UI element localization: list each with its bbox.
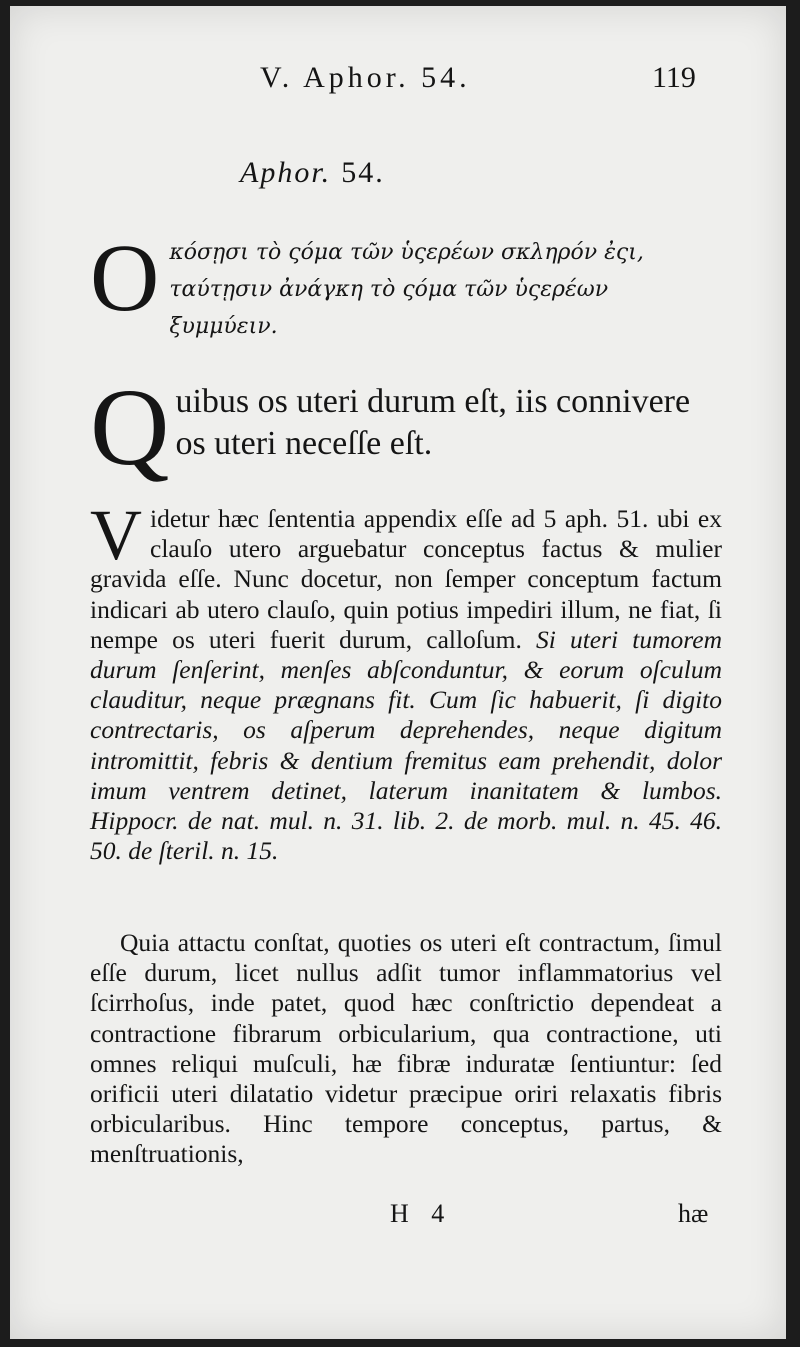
commentary-paragraph-2 (90, 928, 722, 1170)
catchword: hæ (678, 1199, 709, 1228)
greek-aphorism (90, 224, 720, 345)
running-title: V. Aphor. 54. (260, 61, 471, 94)
book-page (10, 6, 786, 1339)
commentary-drop-cap: V (90, 495, 142, 575)
aphorism-label: Aphor. (240, 156, 332, 189)
aphorism-heading (240, 156, 385, 190)
signature-mark: H 4 (390, 1199, 453, 1228)
latin-aphorism (90, 366, 720, 488)
aphorism-number: 54. (341, 156, 385, 189)
commentary-text: idetur hæc ſententia appendix eſſe ad 5 aph. 51. ubi ex clauſo utero arguebatur conceptus factus & mulier gravida eſſe. Nunc docetur, non ſemper conceptum factum indicari ab utero clauſo, quin potius impediri illum, ne fiat, ſi nempe os uteri fuerit durum, calloſum. (90, 504, 722, 654)
page-header (10, 61, 786, 101)
greek-text: κόσῃσι τὸ ςόμα τῶν ὑςερέων σκληρόν ἐςι, ταύτῃσιν ἀνάγκη τὸ ςόμα τῶν ὑςερέων ξυμμύειν. (169, 240, 644, 339)
latin-drop-cap: Q (90, 366, 170, 488)
hippocrates-quotation: Si uteri tumorem durum ſenſerint, menſes abſconduntur, & eorum oſculum clauditur, neque prægnans fit. Cum ſic habuerit, ſi digito contrectaris, os aſperum deprehendes, neque digitum intromittit, febris & dentium fremitus eam prehendit, dolor imum ventrem detinet, laterum inanitatem & lumbos. Hippocr. de nat. mul. n. 31. lib. 2. de morb. mul. n. 45. 46. 50. de ſteril. n. 15. (90, 624, 722, 866)
greek-drop-cap: O (90, 224, 160, 331)
latin-text: uibus os uteri durum eſt, iis connivere os uteri neceſſe eſt. (175, 383, 691, 462)
paragraph-2-text: Quia attactu conſtat, quoties os uteri eſt contractum, ſimul eſſe durum, licet nullus adſit tumor inflammatorius vel ſcirrhoſus, inde patet, quod hæc conſtrictio dependeat a contractione fibrarum orbicularium, qua contractione, uti omnes reliqui muſculi, hæ fibræ induratæ ſentiuntur: ſed orificii uteri dilatatio videtur præcipue oriri relaxatis fibris orbicularibus. Hinc tempore conceptus, partus, & menſtruationis, (90, 928, 722, 1169)
page-number: 119 (652, 61, 696, 94)
commentary-paragraph-1 (90, 495, 722, 866)
